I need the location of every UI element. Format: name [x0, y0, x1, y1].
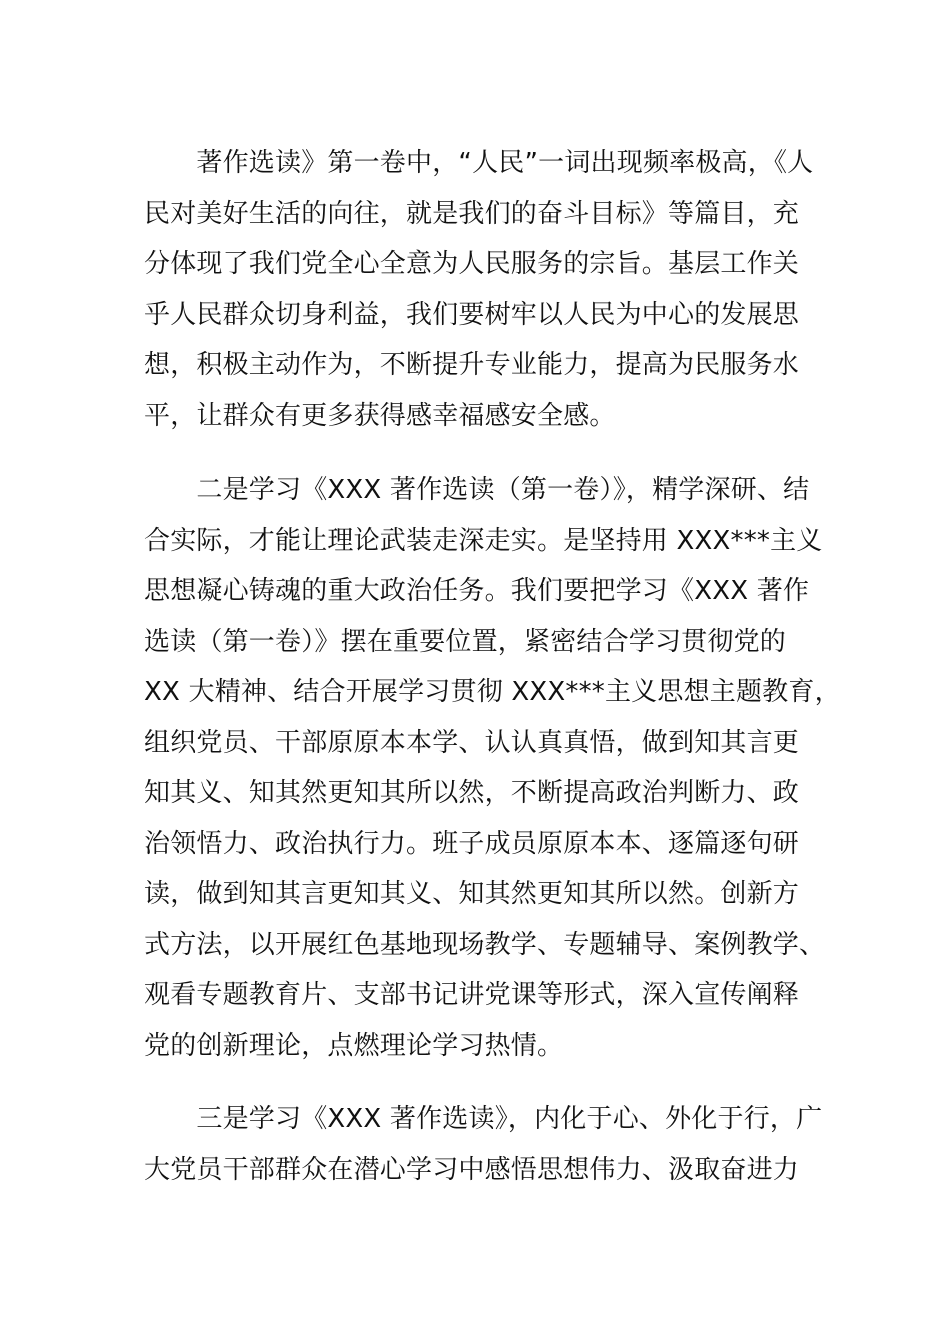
paragraph-2 — [144, 465, 841, 1071]
text-line: 观看专题教育片、支部书记讲党课等形式，深入宣传阐释 — [144, 980, 800, 1010]
text-line: 著作选读》第一卷中，“人民”一词出现频率极高，《人 — [144, 148, 814, 178]
text-line: 乎人民群众切身利益，我们要树牢以人民为中心的发展思 — [144, 299, 800, 330]
text-line: 合实际，才能让理论武装走深走实。是坚持用 XXX***主义 — [144, 525, 823, 556]
text-line: 民对美好生活的向往，就是我们的奋斗目标》等篇目，充 — [144, 198, 800, 229]
text-line: 读，做到知其言更知其义、知其然更知其所以然。创新方 — [144, 879, 800, 909]
text-line: 组织党员、干部原原本本学、认认真真悟，做到知其言更 — [144, 727, 800, 758]
text-line: 分体现了我们党全心全意为人民服务的宗旨。基层工作关 — [144, 249, 800, 279]
text-line: 选读（第一卷）》摆在重要位置，紧密结合学习贯彻党的 — [144, 626, 787, 657]
text-line: XX 大精神、结合开展学习贯彻 XXX***主义思想主题教育， — [144, 677, 841, 707]
text-line: 大党员干部群众在潜心学习中感悟思想伟力、汲取奋进力 — [144, 1154, 800, 1185]
text-line: 二是学习《XXX 著作选读（第一卷）》，精学深研、结 — [144, 475, 810, 505]
text-line: 三是学习《XXX 著作选读》，内化于心、外化于行，广 — [144, 1104, 823, 1134]
text-line: 思想凝心铸魂的重大政治任务。我们要把学习《XXX 著作 — [144, 576, 810, 606]
text-line: 知其义、知其然更知其所以然，不断提高政治判断力、政 — [144, 778, 800, 808]
text-line: 党的创新理论，点燃理论学习热情。 — [144, 1030, 564, 1061]
paragraph-1 — [144, 138, 824, 441]
text-line: 治领悟力、政治执行力。班子成员原原本本、逐篇逐句研 — [144, 828, 800, 859]
text-line: 平，让群众有更多获得感幸福感安全感。 — [144, 400, 616, 431]
paragraph-3 — [144, 1094, 824, 1195]
text-line: 式方法，以开展红色基地现场教学、专题辅导、案例教学、 — [144, 929, 826, 960]
text-line: 想，积极主动作为，不断提升专业能力，提高为民服务水 — [144, 350, 800, 380]
